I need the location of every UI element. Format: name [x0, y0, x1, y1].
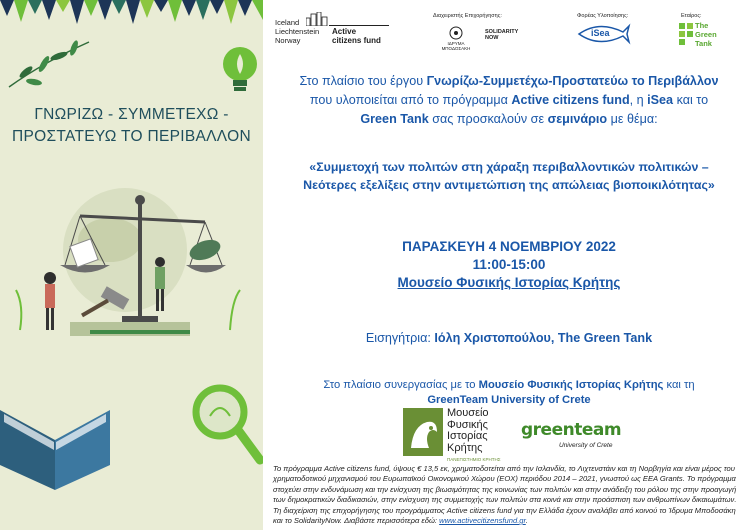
solidarity-name: SOLIDARITY NOW [485, 29, 519, 41]
intro-text-3: , η [629, 93, 648, 107]
speaker [269, 330, 749, 346]
header-logos [263, 0, 750, 60]
right-panel [263, 0, 750, 530]
greentank-line3: Tank [695, 39, 712, 48]
fund-country-1: Iceland [275, 18, 300, 27]
operator-logos [433, 12, 533, 52]
greenteam-logo [521, 420, 621, 460]
museum-name [447, 408, 489, 454]
museum-logo [403, 408, 513, 464]
operator-label: Διαχειριστής Επιχορήγησης: [433, 13, 502, 19]
footnote-end: . [525, 516, 528, 526]
open-book-illustration [0, 380, 110, 490]
greentank-mention: Green Tank [360, 112, 429, 126]
event-venue-link[interactable]: Μουσείο Φυσικής Ιστορίας Κρήτης [397, 275, 621, 290]
topic-line1: «Συμμετοχή των πολιτών στη χάραξη περιβαλλοντικών πολιτικών – [309, 160, 709, 174]
magnifying-glass-icon [186, 378, 263, 468]
footnote-text: Το πρόγραμμα Active citizens fund, ύψους € 13,5 εκ, χρηματοδοτείται από την Ισλανδία, το Λιχτενστάιν και τη Νορβηγία και είναι μέρος του χρηματοδοτικού μηχανισμού του Ευρωπαϊκού Οικονομικού Χώρου (ΕΟΧ) περιόδου 2014 – 2021, γνωστού ως EEA Grants. Το πρόγραμμα στοχεύει στην ενδυνάμωση και την ενίσχυση της βιωσιμότητας της κοινωνίας των πολιτών και στην ανάδειξη του ρόλου της στην προαγωγή των δημοκρατικών διαδικασιών, στην ενίσχυση της συμμετοχής των πολιτών στα κοινά και στην προάσπιση των ανθρωπίνων δικαιωμάτων. Τη διαχείριση της επιχορήγησης του προγράμματος Active citizens fund για την Ελλάδα έχουν αναλάβει από κοινού το Ίδρυμα Μποδοσάκη και το SolidarityNow. Διαβάστε περισσότερα εδώ: [273, 464, 737, 526]
museum-line2: Φυσικής [447, 418, 488, 431]
project-title-line2: ΠΡΟΣΤΑΤΕΥΩ ΤΟ ΠΕΡΙΒΑΛΛΟΝ [12, 128, 251, 145]
left-panel [0, 0, 263, 530]
museum-line4: Κρήτης [447, 441, 483, 454]
museum-sub: ΠΑΝΕΠΙΣΤΗΜΙΟ ΚΡΗΤΗΣ [447, 457, 501, 462]
collab-greenteam: GreenTeam University of Crete [427, 394, 591, 406]
green-tank-logo [673, 12, 733, 52]
event-time: 11:00-15:00 [472, 257, 546, 272]
intro-text-2: που υλοποιείται από το πρόγραμμα [309, 93, 512, 107]
speaker-label: Εισηγήτρια: [365, 331, 435, 345]
lightbulb-icon [218, 44, 262, 96]
program-name: Active citizens fund [511, 93, 630, 107]
museum-line1: Μουσείο [447, 407, 489, 419]
speaker-name: Ιόλη Χριστοπούλου, The Green Tank [434, 331, 653, 345]
implementer-label: Φορέας Υλοποίησης: [577, 13, 629, 19]
triangle-pattern [0, 0, 263, 30]
partners-label: Εταίρος: [681, 13, 702, 19]
leaf-branch-illustration [4, 32, 94, 92]
fund-country-3: Norway [275, 36, 301, 45]
fund-country-2: Liechtenstein [275, 27, 320, 36]
greentank-line1: The [695, 21, 709, 30]
collab-text-1: Στο πλαίσιο συνεργασίας με το [323, 379, 479, 391]
fund-name-line1: Active [332, 27, 357, 36]
isea-logo [573, 12, 633, 52]
greenteam-sub: University of Crete [559, 442, 613, 449]
intro-text-5: σας προσκαλούν σε [428, 112, 548, 126]
city-skyline-icon [306, 12, 328, 26]
intro-text-4: και το [673, 93, 709, 107]
active-citizens-fund-logo [275, 12, 385, 52]
collab-text-2: και τη [663, 379, 695, 391]
justice-scale-illustration [10, 180, 250, 350]
greenteam-name: greenteam [521, 420, 622, 440]
collab-museum: Μουσείο Φυσικής Ιστορίας Κρήτης [478, 379, 664, 391]
bodossaki-logo-icon [449, 26, 463, 40]
project-name: Γνωρίζω-Συμμετέχω-Προστατεύω το Περιβάλλον [426, 74, 719, 88]
museum-line3: Ιστορίας [447, 430, 488, 442]
seminar-word: σεμινάριο [547, 112, 608, 126]
fund-divider [329, 25, 389, 26]
bodossaki-name: ΙΔΡΥΜΑ ΜΠΟΔΟΣΑΚΗ [441, 41, 471, 51]
topic-line2: Νεότερες εξελίξεις στην αντιμετώπιση της απώλειας βιοποικιλότητας» [303, 178, 715, 192]
green-tank-icon [677, 21, 695, 49]
isea-name: iSea [591, 28, 610, 38]
museum-emblem-icon [403, 408, 443, 456]
event-date: ΠΑΡΑΣΚΕΥΗ 4 ΝΟΕΜΒΡΙΟΥ 2022 [402, 239, 616, 254]
project-title-line1: ΓΝΩΡΙΖΩ - ΣΥΜΜΕΤΕΧΩ - [34, 106, 229, 123]
footnote-link[interactable]: www.activecitizensfund.gr [439, 516, 526, 526]
project-title [0, 104, 263, 148]
intro-text-1: Στο πλαίσιο του έργου [299, 74, 427, 88]
seminar-topic [269, 158, 749, 194]
fund-name-line2: citizens fund [332, 36, 381, 45]
intro-text-6: με θέμα: [607, 112, 658, 126]
greentank-line2: Green [695, 30, 717, 39]
funding-footnote [273, 464, 743, 526]
collaboration-note [269, 378, 749, 408]
invitation-intro [269, 72, 749, 129]
isea-mention: iSea [647, 93, 674, 107]
